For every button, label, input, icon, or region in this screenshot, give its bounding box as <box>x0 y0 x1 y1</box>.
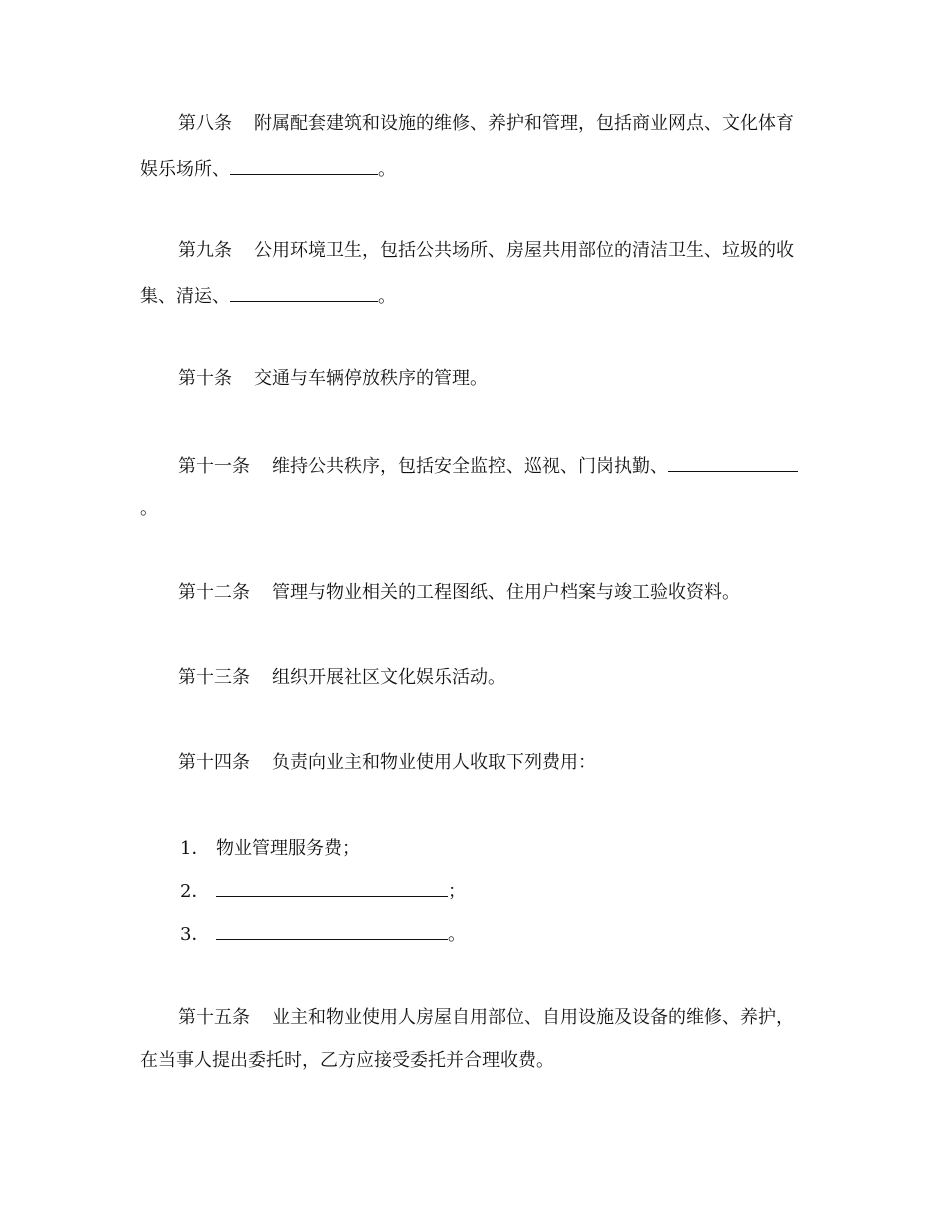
fee-item-2-end: ； <box>448 881 466 902</box>
article-15-label: 第十五条 <box>178 1007 250 1028</box>
article-14-text: 负责向业主和物业使用人收取下列费用： <box>272 752 596 773</box>
fee-item-3-blank <box>216 923 448 940</box>
article-13-label: 第十三条 <box>178 667 250 688</box>
article-10-text: 交通与车辆停放秩序的管理。 <box>254 368 488 389</box>
article-10-label: 第十条 <box>178 368 232 389</box>
article-15-text-cont: 在当事人提出委托时，乙方应接受委托并合理收费。 <box>140 1050 554 1071</box>
article-12-label: 第十二条 <box>178 582 250 603</box>
article-9-text: 公用环境卫生，包括公共场所、房屋共用部位的清洁卫生、垃圾的收 <box>254 240 794 261</box>
article-11-line-2 <box>140 498 158 520</box>
article-11-label: 第十一条 <box>178 456 250 477</box>
article-8-line-2 <box>140 158 396 180</box>
fee-item-1-number: 1． <box>180 838 210 859</box>
article-11-end: 。 <box>140 498 158 519</box>
article-8-text: 附属配套建筑和设施的维修、养护和管理，包括商业网点、文化体育 <box>254 113 794 134</box>
article-8-text-cont: 娱乐场所、 <box>140 159 230 180</box>
article-11-text: 维持公共秩序，包括安全监控、巡视、门岗执勤、 <box>272 456 668 477</box>
fee-item-3-number: 3． <box>180 924 210 945</box>
article-12-text: 管理与物业相关的工程图纸、住用户档案与竣工验收资料。 <box>272 582 740 603</box>
article-8-label: 第八条 <box>178 113 232 134</box>
article-8-blank <box>230 158 378 175</box>
article-14-label: 第十四条 <box>178 752 250 773</box>
article-15-line-2 <box>140 1050 554 1072</box>
article-8-end: 。 <box>378 159 396 180</box>
fee-item-1-text: 物业管理服务费； <box>216 838 360 859</box>
article-13 <box>178 667 506 689</box>
article-9-line-2 <box>140 285 396 307</box>
article-9-line-1 <box>178 240 794 262</box>
fee-item-3-end: 。 <box>448 924 466 945</box>
fee-item-2 <box>180 880 466 902</box>
article-15-text: 业主和物业使用人房屋自用部位、自用设施及设备的维修、养护， <box>272 1007 794 1028</box>
article-12 <box>178 582 740 604</box>
article-9-blank <box>230 285 378 302</box>
article-8-line-1 <box>178 113 794 135</box>
fee-item-3 <box>180 923 466 945</box>
fee-item-2-number: 2． <box>180 881 210 902</box>
fee-item-2-blank <box>216 880 448 897</box>
article-9-text-cont: 集、清运、 <box>140 286 230 307</box>
fee-item-1 <box>180 838 360 860</box>
article-14 <box>178 752 596 774</box>
article-13-text: 组织开展社区文化娱乐活动。 <box>272 667 506 688</box>
article-9-end: 。 <box>378 286 396 307</box>
article-11-blank <box>668 455 798 472</box>
article-10 <box>178 368 488 390</box>
article-11-line-1 <box>178 455 798 477</box>
article-9-label: 第九条 <box>178 240 232 261</box>
article-15-line-1 <box>178 1007 794 1029</box>
